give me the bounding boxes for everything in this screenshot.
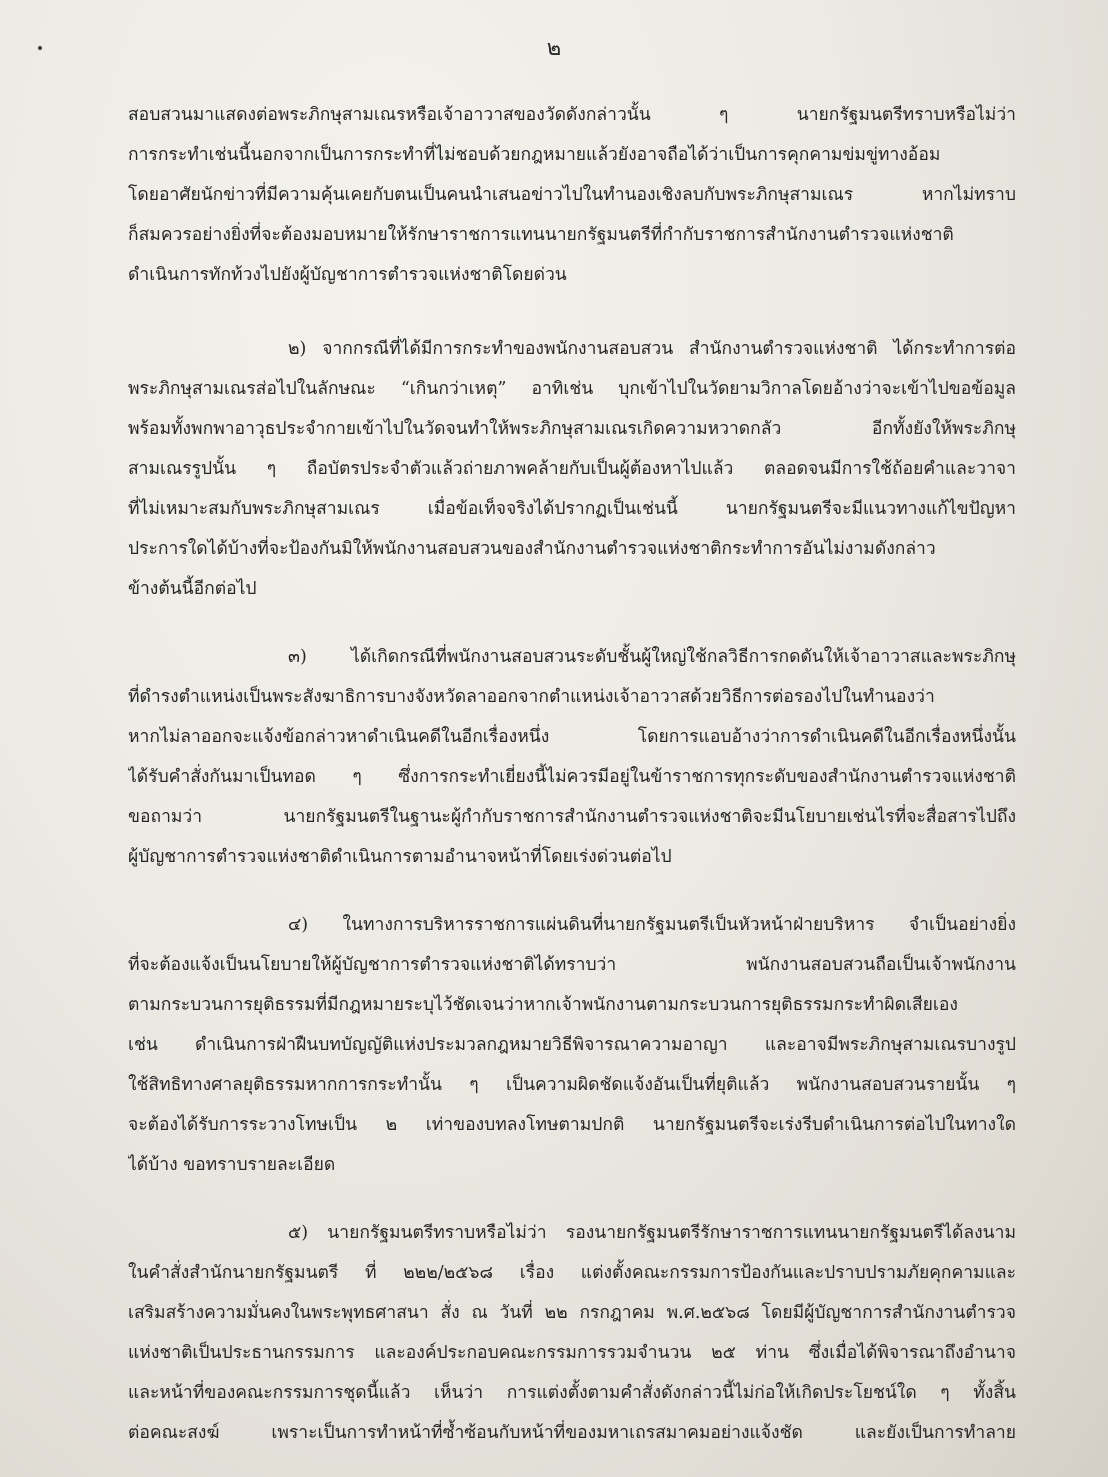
paragraph-3 (128, 637, 1016, 877)
page-number: ๒ (546, 36, 562, 61)
text-line: และหน้าที่ของคณะกรรมการชุดนี้แล้ว เห็นว่า การแต่งตั้งตามคำสั่งดังกล่าวนี้ไม่ก่อให้เกิดประโยชน์ใด ๆ ทั้งสิ้น (128, 1383, 1016, 1403)
text-line: ใช้สิทธิทางศาลยุติธรรมหากการกระทำนั้น ๆ เป็นความผิดชัดแจ้งอันเป็นที่ยุติแล้ว พนักงานสอบสวนรายนั้น ๆ (128, 1075, 1016, 1095)
text-line: ขอถามว่า นายกรัฐมนตรีในฐานะผู้กำกับราชการสำนักงานตำรวจแห่งชาติจะมีนโยบายเช่นไรที่จะสื่อสารไปถึง (128, 807, 1016, 827)
text-line: เสริมสร้างความมั่นคงในพระพุทธศาสนา สั่ง ณ วันที่ ๒๒ กรกฎาคม พ.ศ.๒๕๖๘ โดยมีผู้บัญชาการสำนักงานตำรวจ (128, 1303, 1016, 1323)
text-line: ๕) นายกรัฐมนตรีทราบหรือไม่ว่า รองนายกรัฐมนตรีรักษาราชการแทนนายกรัฐมนตรีได้ลงนาม (288, 1223, 1016, 1243)
text-line: จะต้องได้รับการระวางโทษเป็น ๒ เท่าของบทลงโทษตามปกติ นายกรัฐมนตรีจะเร่งรีบดำเนินการต่อไปในทางใด (128, 1115, 1016, 1135)
text-line: ได้รับคำสั่งกันมาเป็นทอด ๆ ซึ่งการกระทำเยี่ยงนี้ไม่ควรมีอยู่ในข้าราชการทุกระดับของสำนักงานตำรวจแห่งชาติ (128, 767, 1016, 787)
text-line: ต่อคณะสงฆ์ เพราะเป็นการทำหน้าที่ซ้ำซ้อนกับหน้าที่ของมหาเถรสมาคมอย่างแจ้งชัด และยังเป็นการทำลาย (128, 1423, 1016, 1443)
text-line: ๔) ในทางการบริหารราชการแผ่นดินที่นายกรัฐมนตรีเป็นหัวหน้าฝ่ายบริหาร จำเป็นอย่างยิ่ง (288, 915, 1016, 935)
text-line: ข้างต้นนี้อีกต่อไป (128, 579, 257, 599)
text-line: แห่งชาติเป็นประธานกรรมการ และองค์ประกอบคณะกรรมการรวมจำนวน ๒๕ ท่าน ซึ่งเมื่อได้พิจารณาถึงอำนาจ (128, 1343, 1016, 1363)
text-line: ในคำสั่งสำนักนายกรัฐมนตรี ที่ ๒๒๒/๒๕๖๘ เรื่อง แต่งตั้งคณะกรรมการป้องกันและปราบปรามภัยคุกคามและ (128, 1263, 1016, 1283)
text-line: ที่ไม่เหมาะสมกับพระภิกษุสามเณร เมื่อข้อเท็จจริงได้ปรากฏเป็นเช่นนี้ นายกรัฐมนตรีจะมีแนวทางแก้ไขปัญหา (128, 499, 1016, 519)
text-line: โดยอาศัยนักข่าวที่มีความคุ้นเคยกับตนเป็นคนนำเสนอข่าวไปในทำนองเชิงลบกับพระภิกษุสามเณร หากไม่ทราบ (128, 185, 1016, 205)
text-line: ดำเนินการทักท้วงไปยังผู้บัญชาการตำรวจแห่งชาติโดยด่วน (128, 265, 567, 285)
text-line: ที่ดำรงตำแหน่งเป็นพระสังฆาธิการบางจังหวัดลาออกจากตำแหน่งเจ้าอาวาสด้วยวิธีการต่อรองไปในทำนองว่า (128, 687, 935, 707)
paragraph-1 (128, 95, 1016, 295)
paragraph-5 (128, 1213, 1016, 1453)
text-line: ๒) จากกรณีที่ได้มีการกระทำของพนักงานสอบสวน สำนักงานตำรวจแห่งชาติ ได้กระทำการต่อ (288, 339, 1016, 359)
text-line: การกระทำเช่นนี้นอกจากเป็นการกระทำที่ไม่ชอบด้วยกฎหมายแล้วยังอาจถือได้ว่าเป็นการคุกคามข่มขู่ทางอ้อม (128, 145, 941, 165)
text-line: ตามกระบวนการยุติธรรมที่มีกฎหมายระบุไว้ชัดเจนว่าหากเจ้าพนักงานตามกระบวนการยุติธรรมกระทำผิดเสียเอง (128, 995, 958, 1015)
document-body (128, 95, 1016, 1477)
text-line: ประการใดได้บ้างที่จะป้องกันมิให้พนักงานสอบสวนของสำนักงานตำรวจแห่งชาติกระทำการอันไม่งามดังกล่าว (128, 539, 936, 559)
text-line: ได้บ้าง ขอทราบรายละเอียด (128, 1155, 336, 1175)
text-line: เช่น ดำเนินการฝ่าฝืนบทบัญญัติแห่งประมวลกฎหมายวิธีพิจารณาความอาญา และอาจมีพระภิกษุสามเณรบางรูป (128, 1035, 1016, 1055)
text-line: ผู้บัญชาการตำรวจแห่งชาติดำเนินการตามอำนาจหน้าที่โดยเร่งด่วนต่อไป (128, 847, 672, 867)
paragraph-2 (128, 329, 1016, 609)
text-line: ที่จะต้องแจ้งเป็นนโยบายให้ผู้บัญชาการตำรวจแห่งชาติได้ทราบว่า พนักงานสอบสวนถือเป็นเจ้าพนักงาน (128, 955, 1016, 975)
text-line: สอบสวนมาแสดงต่อพระภิกษุสามเณรหรือเจ้าอาวาสของวัดดังกล่าวนั้น ๆ นายกรัฐมนตรีทราบหรือไม่ว่า (128, 105, 1016, 125)
text-line: ก็สมควรอย่างยิ่งที่จะต้องมอบหมายให้รักษาราชการแทนนายกรัฐมนตรีที่กำกับราชการสำนักงานตำรวจแห่งชาติ (128, 225, 954, 245)
paragraph-4 (128, 905, 1016, 1185)
text-line: ๓) ได้เกิดกรณีที่พนักงานสอบสวนระดับชั้นผู้ใหญ่ใช้กลวิธีการกดดันให้เจ้าอาวาสและพระภิกษุ (288, 647, 1016, 667)
text-line: หากไม่ลาออกจะแจ้งข้อกล่าวหาดำเนินคดีในอีกเรื่องหนึ่ง โดยการแอบอ้างว่าการดำเนินคดีในอีกเรื่องหนึ่งนั้น (128, 727, 1016, 747)
text-line: พระภิกษุสามเณรส่อไปในลักษณะ “เกินกว่าเหตุ” อาทิเช่น บุกเข้าไปในวัดยามวิกาลโดยอ้างว่าจะเข้าไปขอข้อมูล (128, 379, 1016, 399)
text-line: พร้อมทั้งพกพาอาวุธประจำกายเข้าไปในวัดจนทำให้พระภิกษุสามเณรเกิดความหวาดกลัว อีกทั้งยังให้พระภิกษุ (128, 419, 1016, 439)
text-line: สามเณรรูปนั้น ๆ ถือบัตรประจำตัวแล้วถ่ายภาพคล้ายกับเป็นผู้ต้องหาไปแล้ว ตลอดจนมีการใช้ถ้อยคำและวาจา (128, 459, 1016, 479)
